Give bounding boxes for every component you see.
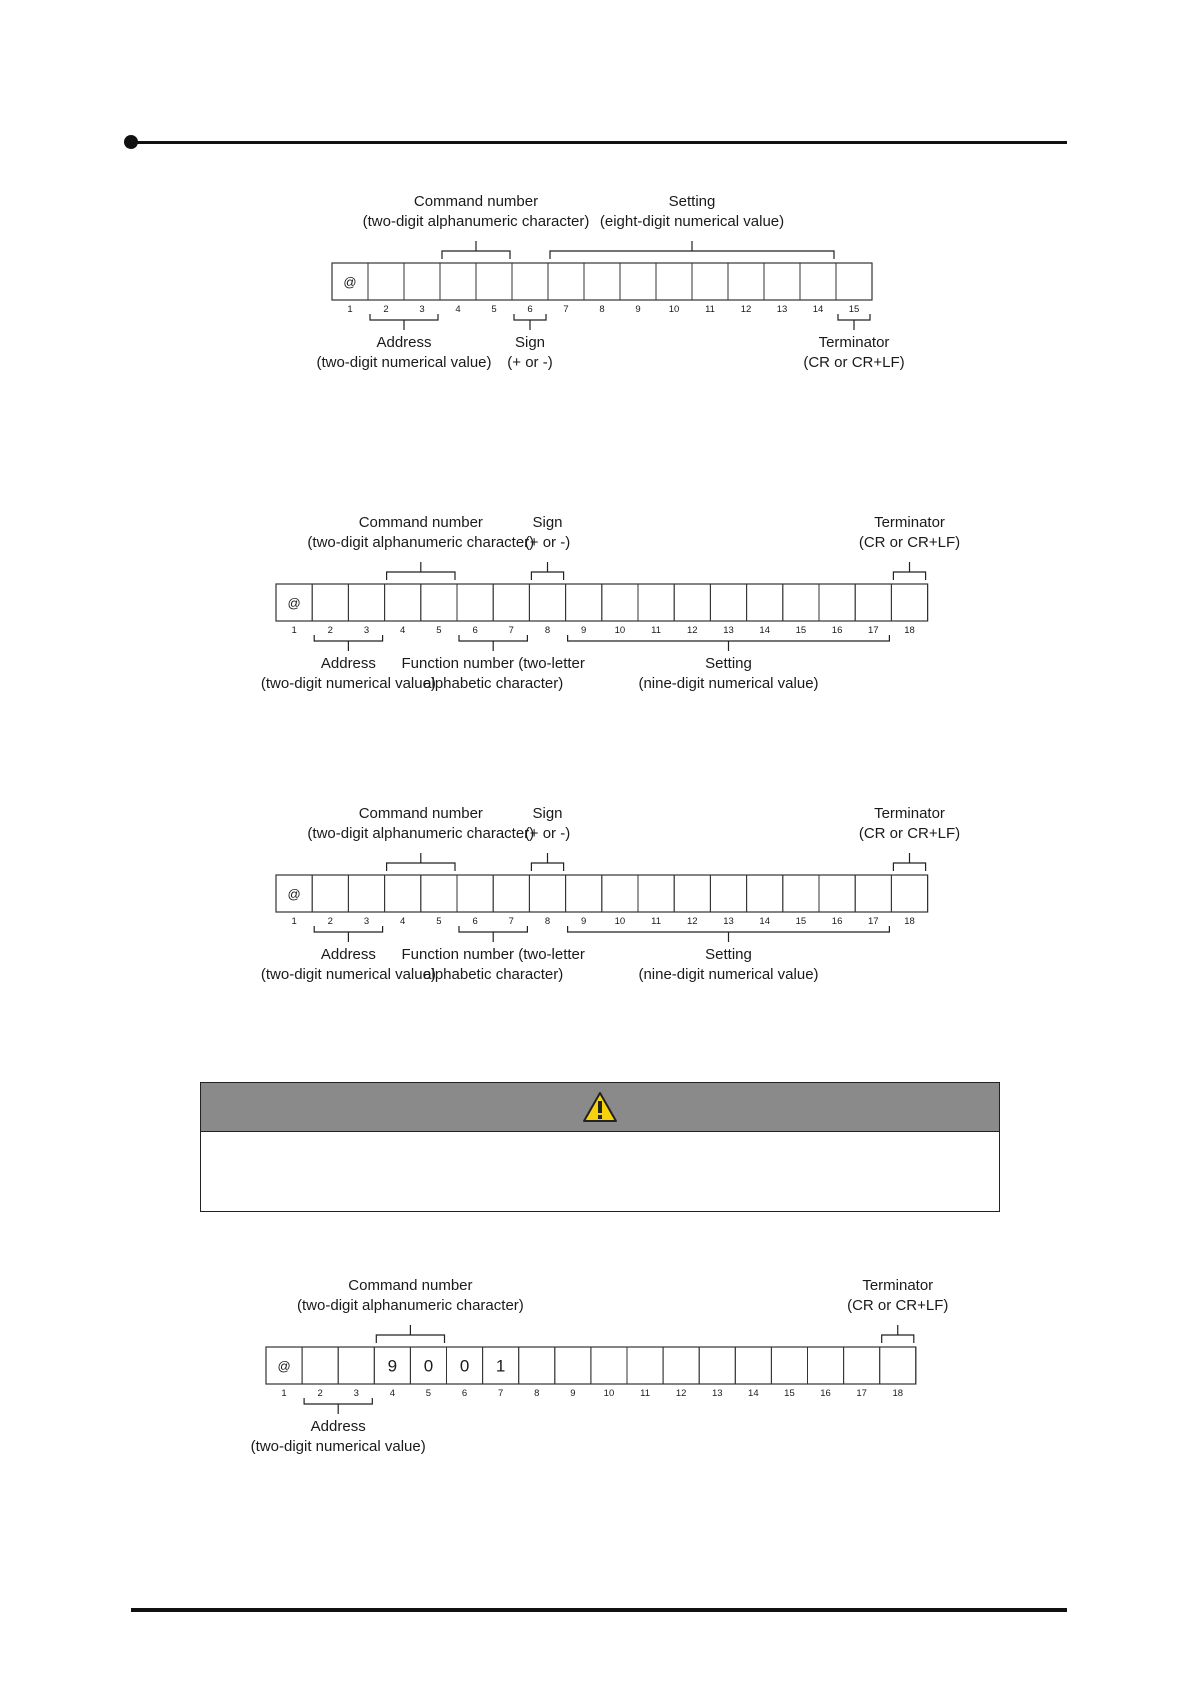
cell-index-label: 17 (856, 1388, 867, 1399)
field-label-title: Setting (705, 946, 752, 963)
cell-index-label: 5 (425, 1388, 432, 1399)
cell-index-label: 10 (668, 304, 680, 315)
cell-index-label: 17 (868, 625, 879, 636)
field-label-desc: (CR or CR+LF) (847, 1297, 949, 1314)
field-label-title: Terminator (818, 334, 890, 351)
cell-index-label: 15 (795, 625, 807, 636)
cell-index-label: 18 (892, 1388, 904, 1399)
cell-index-label: 13 (723, 625, 734, 636)
cell-index-label: 4 (400, 916, 406, 927)
cell-char: 0 (459, 1356, 470, 1376)
field-label-desc: (eight-digit numerical value) (599, 213, 785, 230)
field-label-title: Command number (358, 514, 483, 531)
cell-index-label: 18 (904, 916, 915, 927)
frame-box (332, 263, 872, 300)
field-label-desc: (two-digit alphanumeric character) (362, 213, 590, 230)
cell-index-label: 16 (820, 1388, 831, 1399)
field-bracket (568, 635, 890, 651)
cell-index-label: 11 (640, 1388, 650, 1399)
cell-index-label: 6 (527, 304, 533, 315)
field-bracket (387, 562, 455, 580)
field-label-desc: (two-digit alphanumeric character) (307, 534, 535, 551)
field-bracket (838, 314, 870, 330)
cell-index-label: 10 (614, 916, 626, 927)
cell-char: @ (287, 595, 301, 611)
field-label-desc: (two-digit numerical value) (260, 675, 436, 692)
cell-index-label: 1 (291, 625, 297, 636)
cell-index-label: 3 (419, 304, 425, 315)
field-bracket (882, 1325, 914, 1343)
cell-index-label: 8 (544, 625, 551, 636)
field-label-desc: (+ or -) (524, 534, 571, 551)
cell-index-label: 12 (740, 304, 752, 315)
cell-index-label: 6 (472, 625, 478, 636)
cell-index-label: 1 (347, 304, 353, 315)
cell-index-label: 14 (748, 1388, 759, 1399)
cell-index-label: 14 (812, 304, 824, 315)
cell-index-label: 1 (291, 916, 297, 927)
field-label-title: Sign (532, 805, 563, 822)
cell-index-label: 4 (400, 625, 406, 636)
field-bracket (459, 926, 527, 942)
field-label-desc: (CR or CR+LF) (858, 825, 961, 842)
field-label-desc: alphabetic character) (423, 966, 564, 983)
cell-index-label: 16 (831, 625, 843, 636)
cell-index-label: 15 (848, 304, 860, 315)
cell-index-label: 5 (436, 625, 442, 636)
cell-index-label: 14 (759, 916, 770, 927)
field-bracket (387, 853, 455, 871)
cell-index-label: 5 (491, 304, 497, 315)
field-bracket (531, 562, 563, 580)
cell-index-label: 2 (327, 625, 333, 636)
cell-index-label: 13 (723, 916, 734, 927)
field-bracket (442, 241, 510, 259)
cell-index-label: 3 (363, 625, 370, 636)
field-bracket (459, 635, 527, 651)
field-label-desc: (+ or -) (524, 825, 571, 842)
field-label-desc: (CR or CR+LF) (858, 534, 961, 551)
field-label-desc: (two-digit numerical value) (260, 966, 436, 983)
field-label-title: Sign (532, 514, 563, 531)
field-bracket (314, 635, 382, 651)
cell-index-label: 14 (759, 625, 770, 636)
field-label-title: Setting (705, 655, 752, 672)
caution-header (201, 1083, 999, 1132)
cell-index-label: 2 (383, 304, 389, 315)
field-label-desc: alphabetic character) (423, 675, 564, 692)
field-bracket (304, 1398, 372, 1414)
field-label-title: Function number (two-letter (401, 946, 585, 963)
field-label-title: Command number (358, 805, 483, 822)
field-label-desc: (+ or -) (507, 354, 553, 371)
cell-index-label: 15 (784, 1388, 795, 1399)
cell-index-label: 9 (635, 304, 641, 315)
cell-index-label: 12 (687, 625, 698, 636)
field-label-title: Address (320, 946, 376, 963)
cell-index-label: 9 (570, 1388, 576, 1399)
cell-index-label: 7 (508, 916, 514, 927)
cell-index-label: 12 (687, 916, 698, 927)
cell-char: 1 (495, 1356, 506, 1376)
cell-index-label: 2 (327, 916, 333, 927)
field-bracket (314, 926, 382, 942)
cell-index-label: 9 (581, 625, 587, 636)
cell-index-label: 7 (498, 1388, 504, 1399)
cell-index-label: 6 (472, 916, 478, 927)
field-bracket (893, 562, 925, 580)
field-bracket (531, 853, 563, 871)
cell-index-label: 16 (831, 916, 843, 927)
field-label-desc: (CR or CR+LF) (803, 354, 905, 371)
caution-box (200, 1082, 1000, 1212)
cell-char: @ (343, 274, 357, 290)
cell-char: @ (287, 886, 301, 902)
field-label-title: Address (376, 334, 432, 351)
cell-index-label: 11 (651, 916, 662, 927)
field-bracket (893, 853, 925, 871)
cell-char: 9 (387, 1356, 398, 1376)
cell-index-label: 11 (705, 304, 715, 315)
field-label-title: Sign (514, 334, 546, 351)
cell-index-label: 8 (599, 304, 605, 315)
field-label-title: Terminator (874, 514, 945, 531)
cell-index-label: 8 (534, 1388, 540, 1399)
cell-char: @ (277, 1358, 291, 1374)
cell-index-label: 7 (508, 625, 514, 636)
footer-rule (131, 1608, 1067, 1612)
field-label-desc: (two-digit alphanumeric character) (297, 1297, 524, 1314)
cell-index-label: 9 (581, 916, 587, 927)
cell-index-label: 13 (776, 304, 788, 315)
cell-index-label: 17 (868, 916, 879, 927)
field-bracket (568, 926, 890, 942)
cell-index-label: 4 (455, 304, 461, 315)
cell-index-label: 12 (675, 1388, 687, 1399)
cell-index-label: 4 (389, 1388, 395, 1399)
cell-index-label: 3 (353, 1388, 359, 1399)
field-label-desc: (two-digit numerical value) (250, 1438, 426, 1455)
field-label-title: Address (320, 655, 376, 672)
field-label-title: Address (310, 1418, 366, 1435)
cell-index-label: 3 (363, 916, 370, 927)
field-label-title: Terminator (874, 805, 945, 822)
field-label-title: Command number (413, 193, 539, 210)
field-bracket (370, 314, 438, 330)
field-label-title: Function number (two-letter (401, 655, 585, 672)
cell-index-label: 7 (563, 304, 569, 315)
field-bracket (514, 314, 546, 330)
cell-index-label: 1 (281, 1388, 287, 1399)
field-bracket (550, 241, 834, 259)
field-label-desc: (two-digit alphanumeric character) (307, 825, 535, 842)
cell-index-label: 6 (461, 1388, 468, 1399)
cell-index-label: 13 (711, 1388, 723, 1399)
cell-index-label: 8 (544, 916, 551, 927)
field-label-desc: (nine-digit numerical value) (638, 675, 819, 692)
field-bracket (376, 1325, 444, 1343)
cell-index-label: 5 (436, 916, 442, 927)
field-label-desc: (nine-digit numerical value) (638, 966, 819, 983)
field-label-title: Setting (668, 193, 716, 210)
cell-index-label: 2 (317, 1388, 323, 1399)
field-label-desc: (two-digit numerical value) (316, 354, 492, 371)
field-label-title: Command number (348, 1277, 473, 1294)
cell-index-label: 15 (795, 916, 807, 927)
cell-index-label: 10 (614, 625, 626, 636)
cell-index-label: 18 (904, 625, 915, 636)
cell-index-label: 11 (651, 625, 662, 636)
field-label-title: Terminator (862, 1277, 934, 1294)
warning-triangle-icon (582, 1091, 618, 1123)
cell-char: 0 (423, 1356, 434, 1376)
cell-index-label: 10 (603, 1388, 615, 1399)
